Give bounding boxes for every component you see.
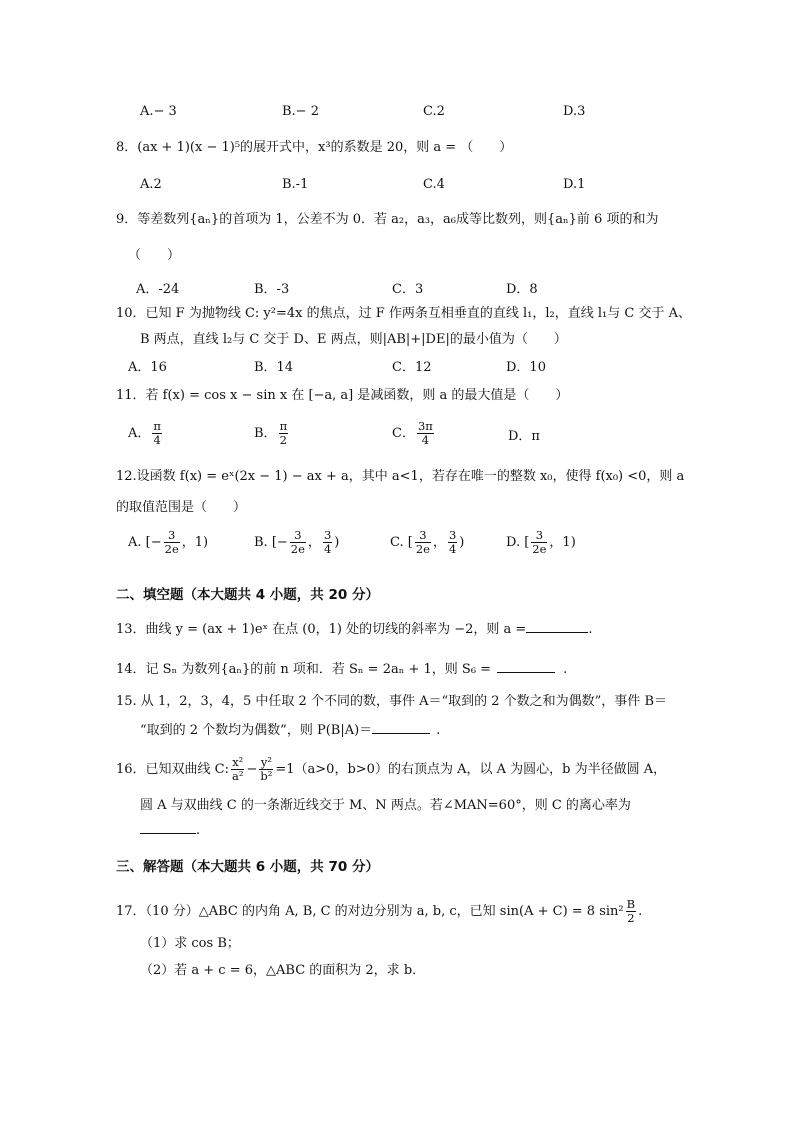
q16-fraction-x [231, 756, 244, 783]
q8-option-c: C.4 [423, 177, 445, 192]
fraction-numerator: 3 [323, 528, 332, 542]
q9-option-d: D．8 [506, 282, 538, 297]
q9-stem: 9．等差数列{aₙ}的首项为 1，公差不为 0．若 a₂，a₃，a₆成等比数列，则{aₙ}前 6 项的和为 [116, 212, 659, 227]
fraction-numerator: y² [260, 755, 272, 769]
q10-option-b: B．14 [254, 360, 294, 375]
q15-end: . [436, 723, 441, 738]
fraction-numerator: 3 [290, 529, 306, 543]
q9-option-a: A．-24 [136, 282, 180, 297]
q15-line-2-text: “取到的 2 个数均为偶数”，则 P(B|A)＝ [140, 723, 373, 738]
fraction-denominator: b² [260, 769, 273, 783]
fraction-denominator: 2e [415, 542, 430, 556]
q11-option-b [254, 420, 290, 447]
fraction-numerator: 3 [448, 528, 457, 542]
q12-option-a-fraction [164, 529, 180, 556]
q17-part-1: （1）求 cos B； [140, 936, 240, 951]
q17-stem [116, 898, 642, 926]
q12-option-c-fraction-1 [415, 529, 431, 556]
q17-stem-text: 17．（10 分）△ABC 的内角 A, B, C 的对边分别为 a, b, c，已知 sin(A + C) = 8 sin² [116, 904, 624, 919]
q12-line-1: 12.设函数 f(x) = eˣ(2x − 1) − ax + a，其中 a<1，若存在唯一的整数 x₀，使得 f(x₀) <0，则 a [116, 469, 685, 484]
q12-option-a [128, 529, 208, 556]
q9-option-b: B．-3 [254, 282, 290, 297]
q11-stem: 11．若 f(x) = cos x − sin x 在 [−a, a] 是减函数，则 a 的最大值是（ ） [116, 388, 569, 403]
q11-option-b-fraction [279, 420, 289, 447]
q14-line [116, 661, 567, 679]
fraction-numerator: π [153, 419, 161, 433]
q14-end: . [563, 662, 568, 677]
q12-option-a-suffix: ，1) [181, 535, 209, 550]
fraction-denominator: a² [232, 769, 244, 783]
q12-option-c-comma: ， [432, 535, 446, 550]
fraction-denominator: 2e [532, 542, 547, 556]
q8-stem: 8．(ax + 1)(x − 1)⁵的展开式中，x³的系数是 20，则 a = （ ） [116, 140, 513, 155]
q16-line-3 [140, 822, 200, 840]
q12-option-b [254, 529, 339, 556]
q7-option-c: C.2 [423, 104, 445, 119]
q12-option-a-prefix: A. [− [128, 535, 162, 550]
fraction-numerator: B [626, 897, 636, 911]
q17-part-2: （2）若 a + c = 6，△ABC 的面积为 2，求 b． [140, 963, 426, 978]
q15-line-2 [140, 722, 440, 740]
q12-option-d-suffix: ，1) [549, 535, 576, 550]
q12-option-b-fraction-1 [290, 529, 306, 556]
q12-line-2: 的取值范围是（ ） [116, 500, 247, 515]
q10-option-c: C．12 [392, 360, 432, 375]
q7-option-b: B.− 2 [282, 104, 319, 119]
q10-option-a: A．16 [128, 360, 167, 375]
q16-minus: − [246, 762, 258, 777]
q11-option-a-fraction [152, 420, 162, 447]
q11-option-c-fraction [417, 420, 434, 447]
q12-option-c-suffix: ) [459, 535, 465, 550]
fraction-numerator: 3 [415, 529, 431, 543]
q13-line [116, 621, 592, 639]
q11-option-a-label: A． [128, 426, 151, 441]
fraction-denominator: 2 [279, 433, 287, 447]
q7-option-d: D.3 [563, 104, 586, 119]
q12-option-c-prefix: C. [ [390, 535, 413, 550]
fraction-denominator: 4 [153, 433, 161, 447]
fraction-denominator: 2 [627, 911, 635, 925]
q16-line-1 [116, 756, 666, 784]
section-heading-solutions: 三、解答题（本大题共 6 小题，共 70 分） [116, 859, 379, 875]
q12-option-c [390, 529, 464, 556]
q11-option-c [392, 420, 436, 447]
fraction-numerator: π [279, 419, 288, 433]
q15-line-1: 15. 从 1，2，3，4，5 中任取 2 个不同的数，事件 A＝“取到的 2 个数之和为偶数”，事件 B＝ [116, 694, 667, 709]
fraction-numerator: x² [232, 755, 244, 769]
q8-option-b: B.-1 [282, 177, 309, 192]
fraction-denominator: 4 [448, 542, 457, 556]
q15-answer-blank[interactable] [372, 733, 430, 734]
fraction-denominator: 4 [421, 433, 430, 447]
q16-fraction-y [259, 756, 273, 783]
q12-option-d-prefix: D. [ [506, 535, 530, 550]
fraction-numerator: 3 [531, 529, 547, 543]
q16-line-2: 圆 A 与双曲线 C 的一条渐近线交于 M、N 两点。若∠MAN=60°，则 C 的离心率为 [140, 798, 631, 813]
q12-option-d [506, 529, 576, 556]
q12-option-c-fraction-2 [448, 529, 457, 556]
q7-option-a: A.− 3 [140, 104, 177, 119]
q16-prefix: 16．已知双曲线 C: [116, 762, 230, 777]
q11-option-b-label: B． [254, 426, 277, 441]
q9-option-c: C．3 [392, 282, 424, 297]
section-heading-fill-in: 二、填空题（本大题共 4 小题，共 20 分） [116, 587, 379, 603]
q10-line-1: 10．已知 F 为抛物线 C: y²=4x 的焦点，过 F 作两条互相垂直的直线 l₁，l₂，直线 l₁与 C 交于 A、 [116, 306, 691, 321]
q12-option-d-fraction [531, 529, 547, 556]
q14-stem: 14．记 Sₙ 为数列{aₙ}的前 n 项和．若 Sₙ = 2aₙ + 1，则 S₆ = [116, 662, 492, 677]
q16-end: . [196, 823, 201, 838]
fraction-denominator: 2e [290, 542, 305, 556]
fraction-denominator: 2e [164, 542, 179, 556]
q12-option-b-comma: ， [307, 535, 321, 550]
q17-stem-end: . [638, 904, 643, 919]
q12-option-b-suffix: ) [334, 535, 340, 550]
q16-suffix: =1（a>0，b>0）的右顶点为 A，以 A 为圆心，b 为半径做圆 A， [275, 762, 667, 777]
q12-option-b-fraction-2 [323, 529, 332, 556]
q16-answer-blank[interactable] [140, 833, 196, 834]
q13-stem: 13．曲线 y = (ax + 1)eˣ 在点 (0，1) 处的切线的斜率为 −2，则 a = [116, 622, 527, 637]
fraction-numerator: 3π [417, 419, 433, 433]
fraction-denominator: 4 [323, 542, 332, 556]
q9-paren: （ ） [128, 248, 181, 263]
q17-fraction [626, 898, 636, 925]
fraction-numerator: 3 [164, 529, 180, 543]
q12-option-b-prefix: B. [− [254, 535, 288, 550]
q13-end: . [588, 622, 593, 637]
q14-answer-blank[interactable] [497, 672, 555, 673]
q10-line-2: B 两点，直线 l₂与 C 交于 D、E 两点，则|AB|+|DE|的最小值为（ ） [140, 332, 567, 347]
q11-option-a [128, 420, 164, 447]
q11-option-c-label: C． [392, 426, 415, 441]
q13-answer-blank[interactable] [526, 632, 588, 633]
q8-option-a: A.2 [140, 177, 162, 192]
q10-option-d: D．10 [506, 360, 546, 375]
q11-option-d: D．π [508, 429, 540, 444]
q8-option-d: D.1 [563, 177, 586, 192]
